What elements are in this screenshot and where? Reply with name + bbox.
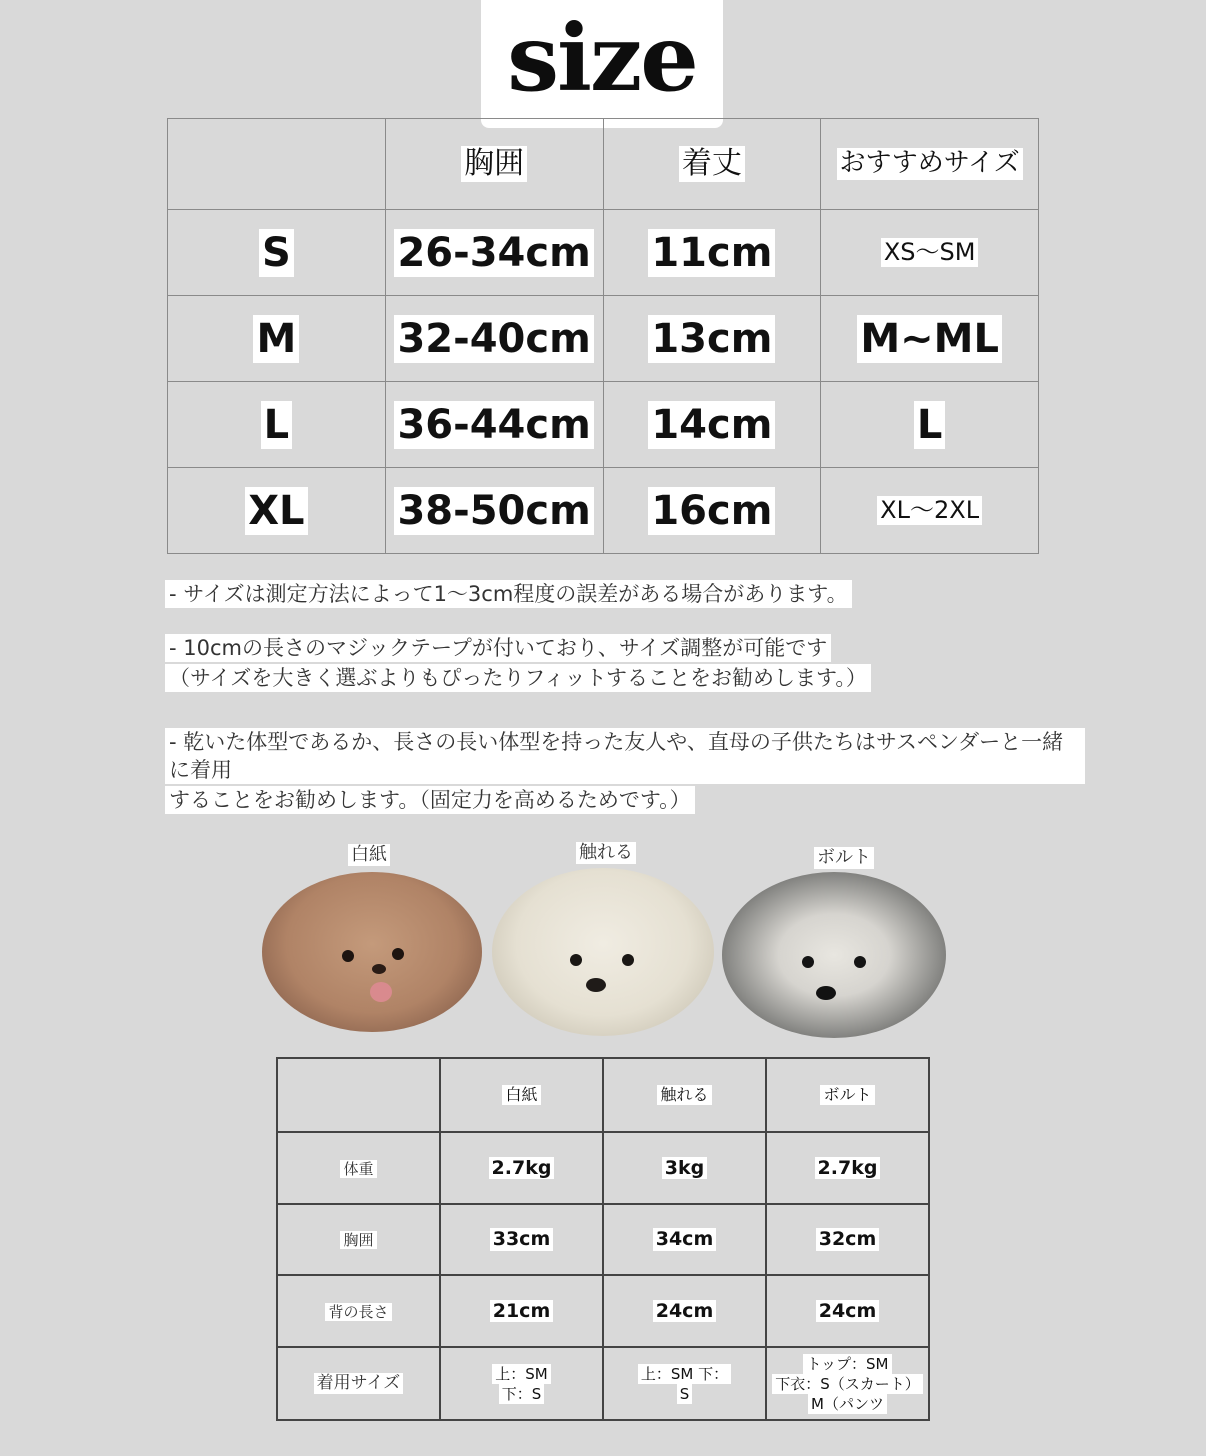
tongue-icon <box>370 982 392 1002</box>
size-table-header-row <box>168 119 1039 210</box>
recommended-cell: L <box>821 382 1039 468</box>
size-table-row <box>168 382 1039 468</box>
dog-table-value-cell: 32cm <box>766 1204 929 1275</box>
chest-cell: 32-40cm <box>385 296 603 382</box>
eye-icon <box>622 954 634 966</box>
notes-section <box>165 580 1085 840</box>
dog-table-value-cell: 3kg <box>603 1132 766 1204</box>
note-line: - 10cmの長さのマジックテープが付いており、サイズ調整が可能です <box>165 634 831 662</box>
size-table-header-chest: 胸囲 <box>385 119 603 210</box>
dog-table-row <box>277 1204 929 1275</box>
eye-icon <box>342 950 354 962</box>
dog-table-value-cell: 21cm <box>440 1275 603 1347</box>
chest-cell: 26-34cm <box>385 210 603 296</box>
length-cell: 13cm <box>603 296 821 382</box>
dog-table-value-cell: 24cm <box>603 1275 766 1347</box>
length-cell: 14cm <box>603 382 821 468</box>
dog-name-label: 白紙 <box>348 844 390 866</box>
dog-table-header-cell: ボルト <box>766 1058 929 1132</box>
recommended-cell: XS〜SM <box>821 210 1039 296</box>
dog-name-label: 触れる <box>576 842 636 864</box>
size-chart-table <box>167 118 1039 554</box>
dog-measurement-table <box>276 1057 930 1421</box>
dog-table-label-cell: 背の長さ <box>277 1275 440 1347</box>
dog-photo-boruto <box>722 872 946 1038</box>
dog-table-row <box>277 1132 929 1204</box>
size-table-row <box>168 296 1039 382</box>
dog-table-value-cell: 上：SM 下：S <box>440 1347 603 1420</box>
note-line: - サイズは測定方法によって1〜3cm程度の誤差がある場合があります。 <box>165 580 852 608</box>
title-box <box>481 0 723 128</box>
dog-table-value-cell: 24cm <box>766 1275 929 1347</box>
dog-name-label: ボルト <box>814 847 874 869</box>
note-item <box>165 580 1085 610</box>
eye-icon <box>570 954 582 966</box>
length-cell: 16cm <box>603 468 821 554</box>
dog-table-value-cell: 2.7kg <box>440 1132 603 1204</box>
size-table-row <box>168 210 1039 296</box>
eye-icon <box>854 956 866 968</box>
dog-photo-fureru <box>492 868 714 1036</box>
note-item <box>165 634 1085 694</box>
nose-icon <box>372 964 386 974</box>
nose-icon <box>586 978 606 992</box>
dog-table-corner-cell <box>277 1058 440 1132</box>
size-table-corner-cell <box>168 119 386 210</box>
nose-icon <box>816 986 836 1000</box>
size-table-header-recommended: おすすめサイズ <box>821 119 1039 210</box>
size-label-cell: L <box>168 382 386 468</box>
dog-table-label-cell: 胸囲 <box>277 1204 440 1275</box>
dog-table-value-cell: 34cm <box>603 1204 766 1275</box>
length-cell: 11cm <box>603 210 821 296</box>
size-label-cell: S <box>168 210 386 296</box>
page-title: size <box>507 4 697 112</box>
dog-photo-hakushi <box>262 872 482 1032</box>
note-line: することをお勧めします。（固定力を高めるためです。） <box>165 786 695 814</box>
recommended-cell: M~ML <box>821 296 1039 382</box>
dog-table-row <box>277 1347 929 1420</box>
eye-icon <box>802 956 814 968</box>
chest-cell: 36-44cm <box>385 382 603 468</box>
dog-table-value-cell: 上：SM 下： S <box>603 1347 766 1420</box>
dog-table-label-cell: 着用サイズ <box>277 1347 440 1420</box>
eye-icon <box>392 948 404 960</box>
recommended-cell: XL〜2XL <box>821 468 1039 554</box>
dog-table-value-cell: トップ：SM 下衣：S（スカート） M（パンツ <box>766 1347 929 1420</box>
dog-table-row <box>277 1275 929 1347</box>
note-item <box>165 728 1085 816</box>
dog-table-value-cell: 2.7kg <box>766 1132 929 1204</box>
size-table-row <box>168 468 1039 554</box>
dog-table-header-cell: 触れる <box>603 1058 766 1132</box>
size-label-cell: M <box>168 296 386 382</box>
note-line: （サイズを大きく選ぶよりもぴったりフィットすることをお勧めします。） <box>165 664 871 692</box>
dog-table-value-cell: 33cm <box>440 1204 603 1275</box>
chest-cell: 38-50cm <box>385 468 603 554</box>
size-label-cell: XL <box>168 468 386 554</box>
dog-table-header-cell: 白紙 <box>440 1058 603 1132</box>
dog-table-header-row <box>277 1058 929 1132</box>
size-table-header-length: 着丈 <box>603 119 821 210</box>
note-line: - 乾いた体型であるか、長さの長い体型を持った友人や、直母の子供たちはサスペンダーと一緒に着用 <box>165 728 1085 784</box>
dog-table-label-cell: 体重 <box>277 1132 440 1204</box>
